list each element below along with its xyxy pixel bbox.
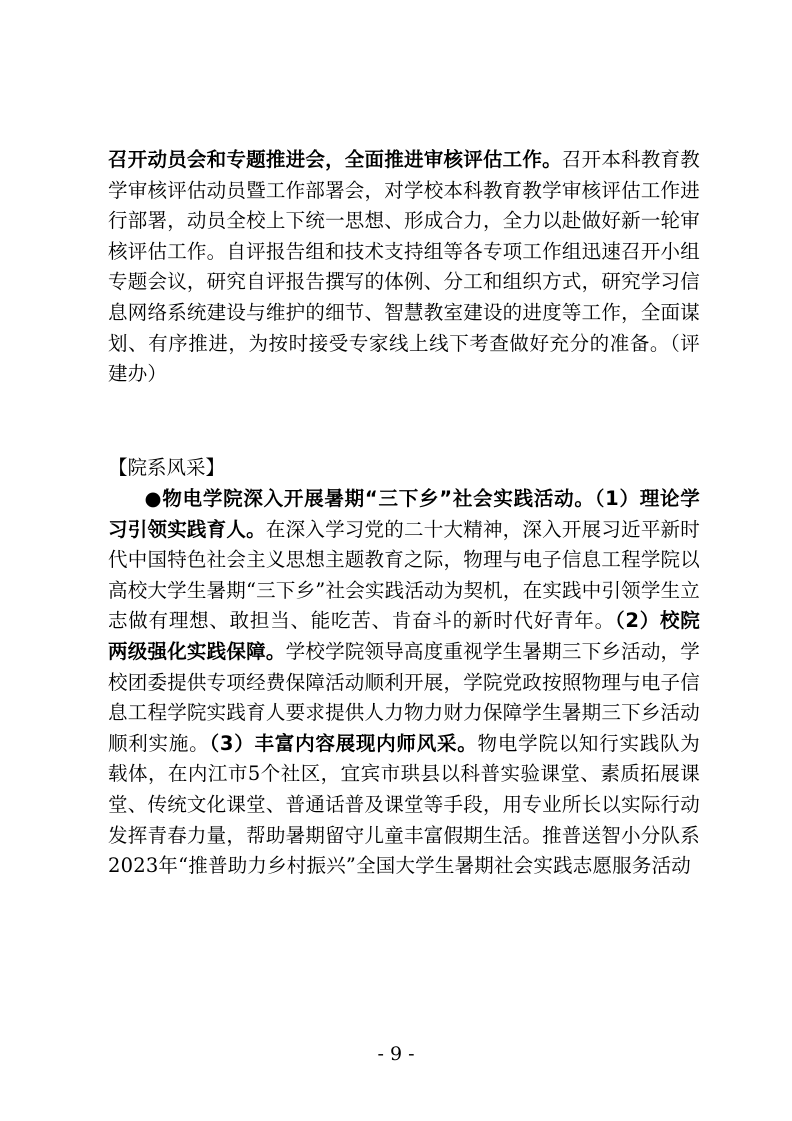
page-number: - 9 -	[377, 1043, 415, 1065]
point-3-lead: （3）丰富内容展现内师风采。	[209, 731, 478, 755]
point-1-body: 在深入学习党的二十大精神，深入开展习近平新时代中国特色社会主义思想主题教育之际，物理与电子信息工程学院以高校大学生暑期“三下乡”社会实践活动为契机，在实践中引领学生立志做有理想、敢担当、能吃苦、肯奋斗的新时代好青年。	[108, 517, 700, 633]
paragraph-body: 召开本科教育教学审核评估动员暨工作部署会，对学校本科教育教学审核评估工作进行部署，动员全校上下统一思想、形成合力，全力以赴做好新一轮审核评估工作。自评报告组和技术支持组等各专项工作组迅速召开小组专题会议，研究自评报告撰写的体例、分工和组织方式，研究学习信息网络系统建设与维护的细节、智慧教室建设的进度等工作，全面谋划、有序推进，为按时接受专家线上线下考查做好充分的准备。（评建办）	[108, 148, 700, 386]
point-2-lead: （2）校院两级强化实践保障。	[108, 609, 700, 663]
paragraph-college-news	[108, 484, 700, 882]
paragraph-lead: 召开动员会和专题推进会，全面推进审核评估工作。	[108, 148, 562, 171]
point-1-lead: （1）理论学习引领实践育人。	[108, 487, 700, 541]
news-title: ●物电学院深入开展暑期“三下乡”社会实践活动。	[144, 487, 595, 510]
point-3-body: 物电学院以知行实践队为载体，在内江市5个社区，宜宾市珙县以科普实验课堂、素质拓展课堂、传统文化课堂、普通话普及课堂等手段，用专业所长以实际行动发挥青春力量，帮助暑期留守儿童丰富假期生活。推普送智小分队系2023年“推普助力乡村振兴”全国大学生暑期社会实践志愿服务活动	[108, 731, 700, 878]
section-heading: 【院系风采】	[108, 456, 226, 479]
paragraph-review-assessment	[108, 145, 700, 390]
point-2-body: 学校学院领导高度重视学生暑期三下乡活动，学校团委提供专项经费保障活动顺利开展，学院党政按照物理与电子信息工程学院实践育人要求提供人力物力财力保障学生暑期三下乡活动顺利实施。	[108, 639, 700, 755]
